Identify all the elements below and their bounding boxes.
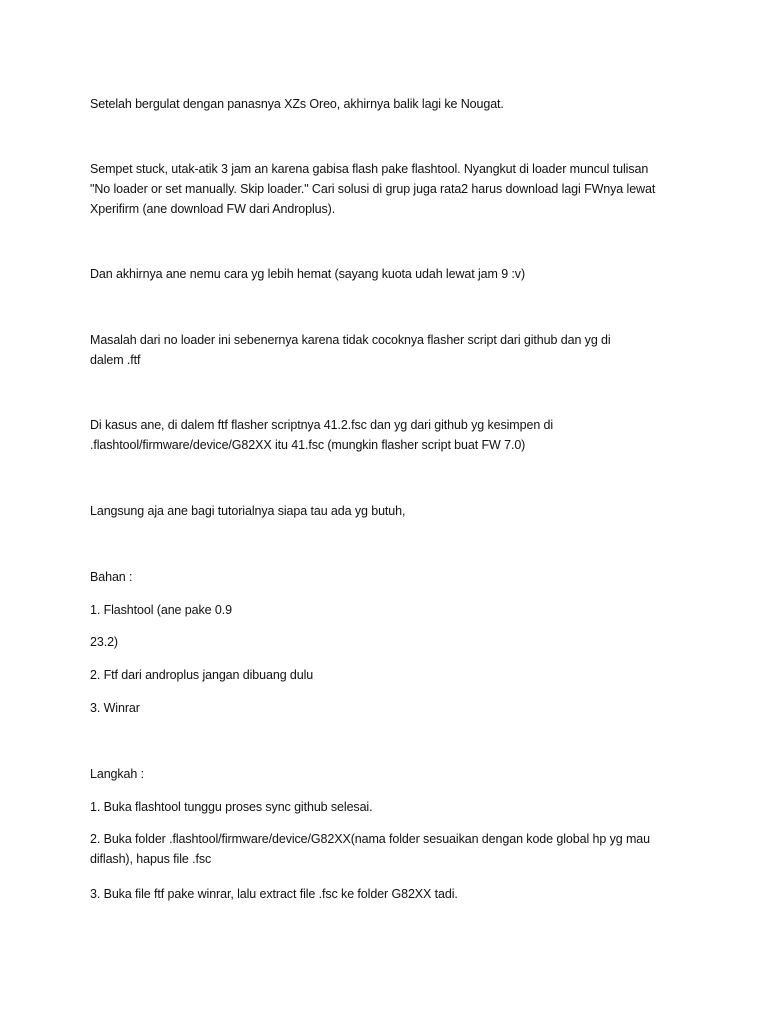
paragraph-solution [90,264,680,284]
text-line: diflash), hapus file .fsc [90,852,212,866]
text-line: 2. Buka folder .flashtool/firmware/device/G82XX(nama folder sesuaikan dengan kode global hp yg mau [90,832,650,846]
text-line: Dan akhirnya ane nemu cara yg lebih hemat (sayang kuota udah lewat jam 9 :v) [90,267,526,281]
text-line: "No loader or set manually. Skip loader." Cari solusi di grup juga rata2 harus download lagi FWnya lewat [90,182,656,196]
text-line: Langkah : [90,767,145,781]
text-line: Di kasus ane, di dalem ftf flasher scriptnya 41.2.fsc dan yg dari github yg kesimpen di [90,418,554,432]
list-item [90,632,680,652]
text-line: dalem .ftf [90,353,141,367]
text-line: 3. Winrar [90,701,140,715]
paragraph-intro [90,94,680,114]
list-item [90,829,680,869]
list-item [90,884,680,904]
text-line: Masalah dari no loader ini sebenernya karena tidak cocoknya flasher script dari github dan yg di [90,333,611,347]
paragraph-stuck [90,159,680,219]
text-line: 1. Buka flashtool tunggu proses sync github selesai. [90,800,373,814]
paragraph-tutorial-intro [90,501,680,521]
text-line: .flashtool/firmware/device/G82XX itu 41.fsc (mungkin flasher script buat FW 7.0) [90,438,526,452]
text-line: 23.2) [90,635,118,649]
list-item [90,698,680,718]
heading-bahan [90,567,680,587]
text-line: Setelah bergulat dengan panasnya XZs Oreo, akhirnya balik lagi ke Nougat. [90,97,504,111]
text-line: Langsung aja ane bagi tutorialnya siapa tau ada yg butuh, [90,504,406,518]
text-line: Sempet stuck, utak-atik 3 jam an karena gabisa flash pake flashtool. Nyangkut di loader muncul tulisan [90,162,649,176]
list-item [90,665,680,685]
text-line: Xperifirm (ane download FW dari Androplus). [90,202,336,216]
list-item [90,600,680,620]
paragraph-problem [90,330,680,370]
list-item [90,797,680,817]
paragraph-case [90,415,680,455]
text-line: 3. Buka file ftf pake winrar, lalu extract file .fsc ke folder G82XX tadi. [90,887,458,901]
text-line: Bahan : [90,570,133,584]
text-line: 2. Ftf dari androplus jangan dibuang dulu [90,668,314,682]
text-line: 1. Flashtool (ane pake 0.9 [90,603,232,617]
heading-langkah [90,764,680,784]
